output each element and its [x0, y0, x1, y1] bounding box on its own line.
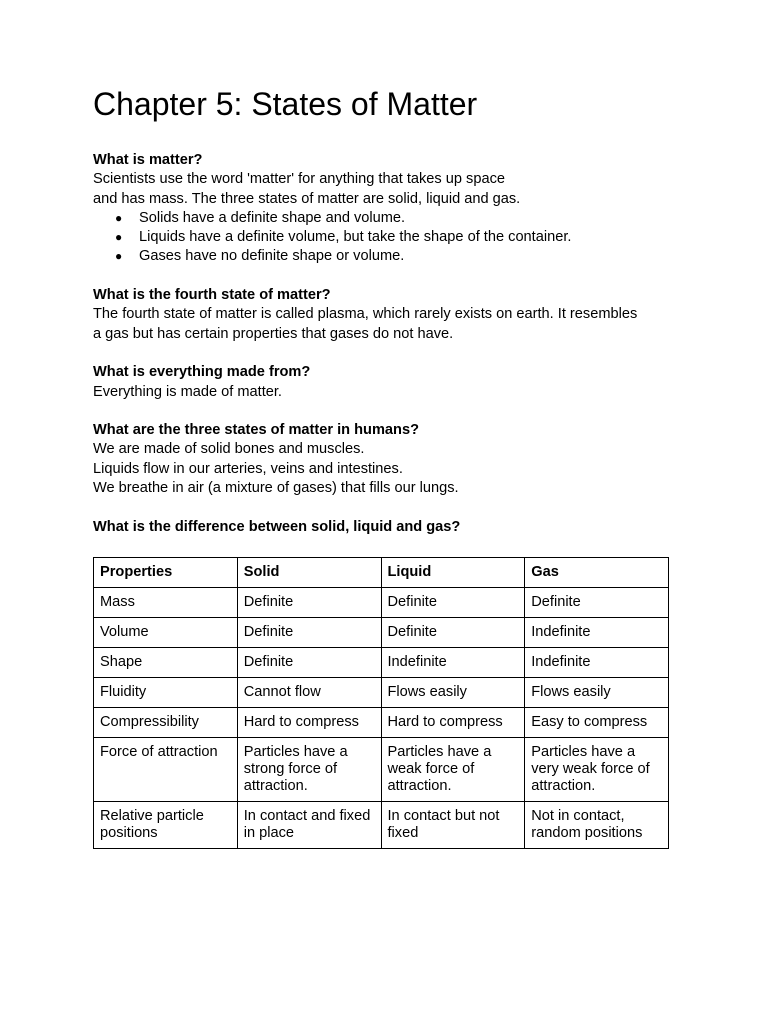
paragraph-line: and has mass. The three states of matter are solid, liquid and gas.	[93, 190, 521, 207]
section-everything-made-from	[93, 363, 673, 402]
table-cell: Fluidity	[94, 677, 238, 707]
table-cell: Mass	[94, 587, 238, 617]
section-question: What is everything made from?	[93, 364, 311, 381]
table-header-cell: Gas	[525, 557, 669, 587]
table-row	[94, 647, 669, 677]
bullet-item	[115, 247, 673, 266]
table-cell: Shape	[94, 647, 238, 677]
section-question: What is matter?	[93, 152, 203, 168]
table-cell: Definite	[381, 617, 525, 647]
table-cell: Definite	[237, 647, 381, 677]
paragraph-line: We breathe in air (a mixture of gases) that fills our lungs.	[93, 480, 459, 497]
table-row	[94, 587, 669, 617]
section-states-in-humans	[93, 421, 673, 498]
table-row	[94, 707, 669, 737]
table-cell: Compressibility	[94, 707, 238, 737]
paragraph-line: a gas but has certain properties that gases do not have.	[93, 325, 454, 342]
bullet-text: Liquids have a definite volume, but take the shape of the container.	[139, 229, 572, 246]
section-question: What is the difference between solid, liquid and gas?	[93, 518, 461, 535]
table-cell: Force of attraction	[94, 737, 238, 801]
paragraph-line: The fourth state of matter is called plasma, which rarely exists on earth. It resembles	[93, 306, 638, 323]
table-header-cell: Liquid	[381, 557, 525, 587]
paragraph-line: We are made of solid bones and muscles.	[93, 441, 365, 458]
table-cell: Easy to compress	[525, 707, 669, 737]
table-cell: Particles have a weak force of attraction.	[381, 737, 525, 801]
bullet-text: Solids have a definite shape and volume.	[139, 209, 406, 226]
table-cell: Definite	[525, 587, 669, 617]
section-fourth-state	[93, 286, 673, 344]
table-cell: Volume	[94, 617, 238, 647]
document-page	[93, 84, 673, 849]
table-cell: Hard to compress	[237, 707, 381, 737]
paragraph-line: Scientists use the word 'matter' for anything that takes up space	[93, 171, 505, 188]
bullet-item	[115, 228, 673, 247]
table-cell: In contact but not fixed	[381, 801, 525, 848]
table-cell: Flows easily	[525, 677, 669, 707]
bullet-text: Gases have no definite shape or volume.	[139, 248, 405, 265]
table-cell: Definite	[237, 617, 381, 647]
bullet-icon: ●	[115, 249, 123, 264]
bullet-list	[93, 209, 673, 267]
paragraph-line: Everything is made of matter.	[93, 383, 282, 400]
table-row	[94, 801, 669, 848]
section-difference	[93, 518, 673, 537]
table-cell: Indefinite	[381, 647, 525, 677]
page-title: Chapter 5: States of Matter	[93, 86, 478, 122]
bullet-icon: ●	[115, 230, 123, 245]
table-cell: Cannot flow	[237, 677, 381, 707]
table-row	[94, 737, 669, 801]
table-cell: Definite	[381, 587, 525, 617]
table-cell: Hard to compress	[381, 707, 525, 737]
table-cell: In contact and fixed in place	[237, 801, 381, 848]
section-what-is-matter	[93, 151, 673, 267]
table-cell: Definite	[237, 587, 381, 617]
section-question: What are the three states of matter in humans?	[93, 422, 419, 439]
bullet-item	[115, 209, 673, 228]
table-cell: Not in contact, random positions	[525, 801, 669, 848]
table-row	[94, 677, 669, 707]
properties-table	[93, 557, 669, 849]
table-cell: Indefinite	[525, 647, 669, 677]
table-cell: Relative particle positions	[94, 801, 238, 848]
table-header-cell: Solid	[237, 557, 381, 587]
bullet-icon: ●	[115, 210, 123, 225]
table-cell: Flows easily	[381, 677, 525, 707]
section-question: What is the fourth state of matter?	[93, 287, 331, 304]
table-row	[94, 617, 669, 647]
table-cell: Particles have a very weak force of attraction.	[525, 737, 669, 801]
table-cell: Indefinite	[525, 617, 669, 647]
table-header-row	[94, 557, 669, 587]
paragraph-line: Liquids flow in our arteries, veins and intestines.	[93, 460, 403, 477]
table-cell: Particles have a strong force of attraction.	[237, 737, 381, 801]
table-header-cell: Properties	[94, 557, 238, 587]
